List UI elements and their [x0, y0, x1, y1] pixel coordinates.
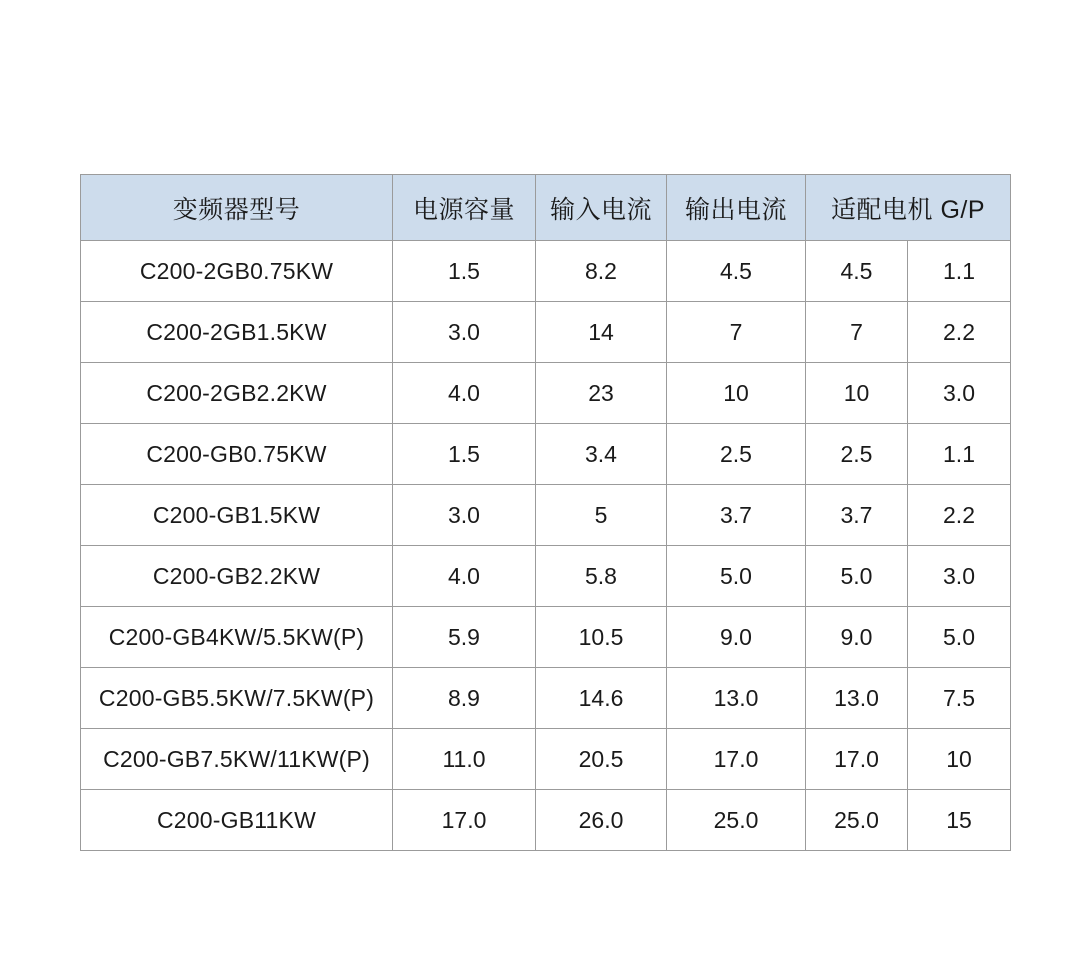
- cell-motor-p: 2.2: [908, 485, 1011, 546]
- cell-input: 8.2: [536, 241, 667, 302]
- cell-input: 23: [536, 363, 667, 424]
- cell-output: 10: [667, 363, 806, 424]
- cell-capacity: 1.5: [393, 241, 536, 302]
- table-header-row: [81, 175, 1011, 241]
- cell-output: 17.0: [667, 729, 806, 790]
- table-row: [81, 363, 1011, 424]
- cell-capacity: 8.9: [393, 668, 536, 729]
- cell-input: 14: [536, 302, 667, 363]
- cell-output: 5.0: [667, 546, 806, 607]
- inverter-spec-table: [80, 174, 1011, 851]
- cell-motor-p: 15: [908, 790, 1011, 851]
- cell-motor-g: 2.5: [806, 424, 908, 485]
- cell-model: C200-2GB1.5KW: [81, 302, 393, 363]
- cell-capacity: 1.5: [393, 424, 536, 485]
- cell-output: 2.5: [667, 424, 806, 485]
- cell-model: C200-GB0.75KW: [81, 424, 393, 485]
- table-row: [81, 302, 1011, 363]
- cell-motor-p: 10: [908, 729, 1011, 790]
- cell-capacity: 11.0: [393, 729, 536, 790]
- table-row: [81, 790, 1011, 851]
- cell-motor-g: 13.0: [806, 668, 908, 729]
- cell-output: 25.0: [667, 790, 806, 851]
- cell-model: C200-2GB0.75KW: [81, 241, 393, 302]
- cell-capacity: 3.0: [393, 485, 536, 546]
- table-row: [81, 241, 1011, 302]
- cell-model: C200-GB1.5KW: [81, 485, 393, 546]
- cell-motor-p: 1.1: [908, 424, 1011, 485]
- cell-output: 4.5: [667, 241, 806, 302]
- table-row: [81, 546, 1011, 607]
- header-model: 变频器型号: [81, 175, 393, 241]
- cell-motor-g: 3.7: [806, 485, 908, 546]
- cell-capacity: 5.9: [393, 607, 536, 668]
- cell-capacity: 4.0: [393, 363, 536, 424]
- cell-model: C200-2GB2.2KW: [81, 363, 393, 424]
- cell-motor-p: 3.0: [908, 363, 1011, 424]
- cell-motor-g: 25.0: [806, 790, 908, 851]
- table-row: [81, 424, 1011, 485]
- cell-model: C200-GB4KW/5.5KW(P): [81, 607, 393, 668]
- spec-table-container: [80, 174, 1010, 851]
- cell-output: 9.0: [667, 607, 806, 668]
- cell-output: 3.7: [667, 485, 806, 546]
- cell-input: 5.8: [536, 546, 667, 607]
- cell-motor-g: 5.0: [806, 546, 908, 607]
- header-output-current: 输出电流: [667, 175, 806, 241]
- cell-motor-g: 10: [806, 363, 908, 424]
- cell-model: C200-GB2.2KW: [81, 546, 393, 607]
- cell-input: 5: [536, 485, 667, 546]
- cell-input: 10.5: [536, 607, 667, 668]
- cell-model: C200-GB7.5KW/11KW(P): [81, 729, 393, 790]
- cell-motor-p: 5.0: [908, 607, 1011, 668]
- cell-input: 26.0: [536, 790, 667, 851]
- cell-motor-g: 4.5: [806, 241, 908, 302]
- header-power-capacity: 电源容量: [393, 175, 536, 241]
- table-header: [81, 175, 1011, 241]
- cell-motor-g: 7: [806, 302, 908, 363]
- cell-input: 14.6: [536, 668, 667, 729]
- cell-motor-g: 17.0: [806, 729, 908, 790]
- table-row: [81, 607, 1011, 668]
- table-row: [81, 729, 1011, 790]
- cell-output: 13.0: [667, 668, 806, 729]
- header-motor-gp: 适配电机 G/P: [806, 175, 1011, 241]
- table-body: [81, 241, 1011, 851]
- cell-input: 3.4: [536, 424, 667, 485]
- table-row: [81, 485, 1011, 546]
- table-row: [81, 668, 1011, 729]
- cell-motor-p: 7.5: [908, 668, 1011, 729]
- cell-motor-g: 9.0: [806, 607, 908, 668]
- cell-capacity: 4.0: [393, 546, 536, 607]
- cell-motor-p: 2.2: [908, 302, 1011, 363]
- cell-model: C200-GB5.5KW/7.5KW(P): [81, 668, 393, 729]
- cell-capacity: 17.0: [393, 790, 536, 851]
- cell-motor-p: 3.0: [908, 546, 1011, 607]
- cell-output: 7: [667, 302, 806, 363]
- cell-motor-p: 1.1: [908, 241, 1011, 302]
- header-input-current: 输入电流: [536, 175, 667, 241]
- cell-model: C200-GB11KW: [81, 790, 393, 851]
- cell-input: 20.5: [536, 729, 667, 790]
- cell-capacity: 3.0: [393, 302, 536, 363]
